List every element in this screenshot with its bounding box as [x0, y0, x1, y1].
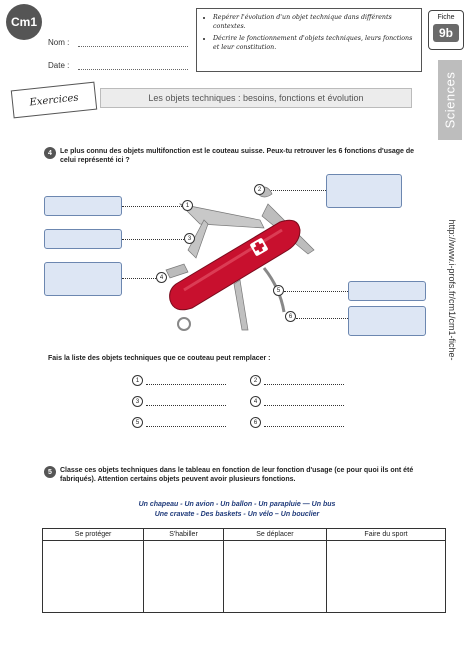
callout-1: 1 — [182, 200, 193, 211]
objective-item: • Décrire le fonctionnement d'objets techniques, leurs fonctions et leur constitution. — [213, 34, 415, 52]
exercise-number-5: 5 — [44, 466, 56, 478]
list-answer-line-3[interactable] — [146, 405, 226, 406]
main-blade — [180, 204, 264, 228]
list-answer-line-6[interactable] — [264, 426, 344, 427]
side-url — [440, 219, 464, 361]
list-answer-line-2[interactable] — [264, 384, 344, 385]
items-line-2: Une cravate - Des baskets - Un vélo – Un bouclier — [154, 511, 320, 518]
cell-se-proteger[interactable] — [43, 541, 144, 613]
column-header-s-habiller: S'habiller — [144, 529, 224, 541]
list-number-3: 3 — [132, 396, 143, 407]
classification-table — [42, 528, 446, 613]
objectives-box — [196, 8, 422, 72]
column-header-se-proteger: Se protéger — [43, 529, 144, 541]
callout-2: 2 — [254, 184, 265, 195]
list-number-1: 1 — [132, 375, 143, 386]
scissors-tool — [166, 264, 188, 278]
class-badge: Cm1 — [6, 4, 42, 40]
exercise-4-question: Le plus connu des objets multifonction est le couteau suisse. Peux-tu retrouver les 6 fonctions d'usage de celui représenté ici ? — [60, 148, 415, 164]
callout-5: 5 — [273, 285, 284, 296]
cell-se-deplacer[interactable] — [223, 541, 326, 613]
exercices-label: Exercices — [11, 82, 97, 119]
answer-box-3[interactable] — [44, 262, 122, 296]
answer-box-5[interactable] — [348, 281, 426, 301]
callout-6: 6 — [285, 311, 296, 322]
column-header-se-deplacer: Se déplacer — [223, 529, 326, 541]
cell-faire-du-sport[interactable] — [327, 541, 446, 613]
subject-label: Sciences — [442, 71, 458, 129]
subject-tab — [438, 60, 462, 140]
answer-box-2[interactable] — [44, 229, 122, 249]
list-number-5: 5 — [132, 417, 143, 428]
objective-item: • Repérer l'évolution d'un objet technique dans différents contextes. — [213, 13, 415, 31]
column-header-faire-du-sport: Faire du sport — [327, 529, 446, 541]
fiche-tag — [428, 10, 464, 50]
list-number-2: 2 — [250, 375, 261, 386]
fiche-label: Fiche — [437, 14, 455, 21]
items-line-1: Un chapeau - Un avion - Un ballon - Un parapluie — Un bus — [138, 501, 336, 508]
list-answer-line-5[interactable] — [146, 426, 226, 427]
list-number-4: 4 — [250, 396, 261, 407]
screwdriver-tool — [234, 280, 248, 330]
date-line — [78, 69, 188, 70]
exercise-5-question: Classe ces objets techniques dans le tableau en fonction de leur fonction d'usage (ce pour quoi ils ont été fabriqués). Attention certains objets peuvent avoir plusieurs fonctions. — [60, 467, 414, 483]
list-question: Fais la liste des objets techniques que ce couteau peut remplacer : — [48, 355, 271, 362]
items-list — [0, 500, 474, 520]
list-answer-line-1[interactable] — [146, 384, 226, 385]
date-label: Date : — [48, 61, 70, 70]
nom-label: Nom : — [48, 38, 70, 47]
fiche-number: 9b — [433, 24, 459, 42]
list-number-6: 6 — [250, 417, 261, 428]
exercise-number-4: 4 — [44, 147, 56, 159]
nom-line — [78, 46, 188, 47]
callout-4: 4 — [156, 272, 167, 283]
answer-box-1[interactable] — [44, 196, 122, 216]
answer-box-6[interactable] — [348, 306, 426, 336]
callout-3: 3 — [184, 233, 195, 244]
cell-s-habiller[interactable] — [144, 541, 224, 613]
list-answer-line-4[interactable] — [264, 405, 344, 406]
answer-box-4[interactable] — [326, 174, 402, 208]
page-title: Les objets techniques : besoins, fonctions et évolution — [100, 88, 412, 108]
key-ring — [178, 318, 190, 330]
side-url-text: http://www.i-profs.fr/cm1/cm1-fiche- — [447, 219, 457, 361]
